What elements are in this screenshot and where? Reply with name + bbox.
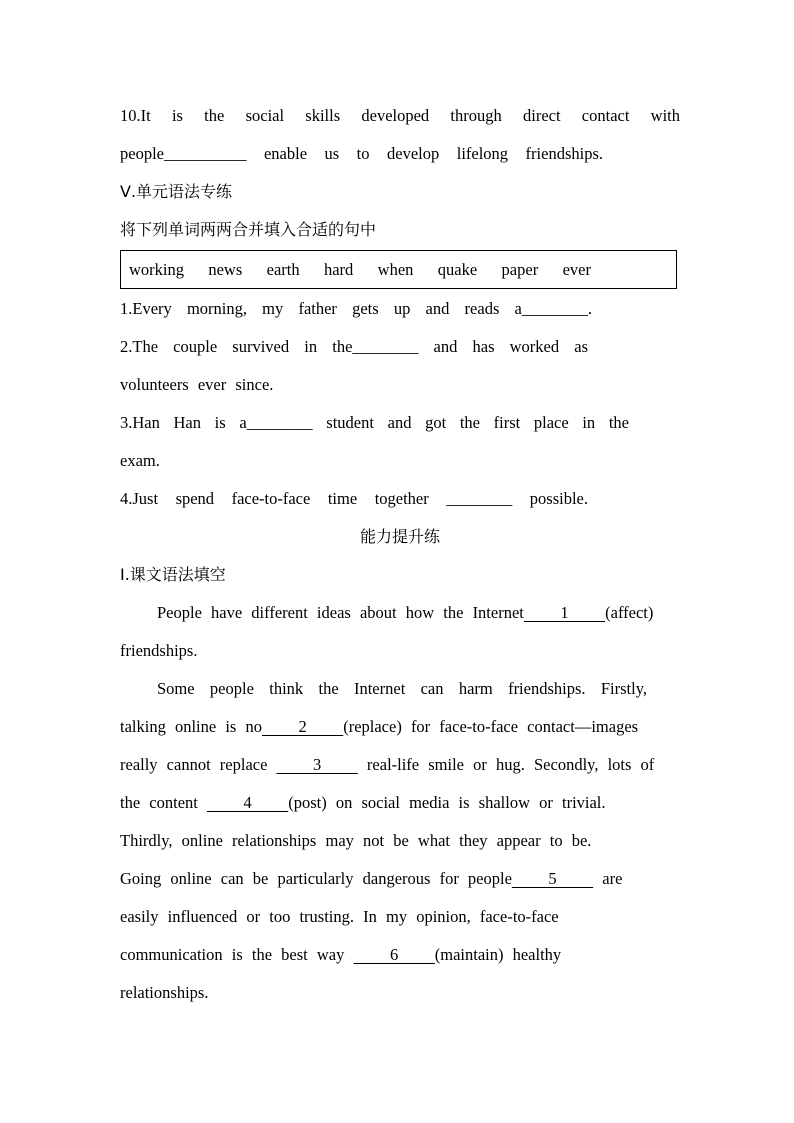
question-4-text: 4.Just spend face-to-face time together ________ possible. xyxy=(120,489,588,508)
blank-6: 6 xyxy=(353,945,435,964)
passage-line-2: friendships. xyxy=(120,641,198,660)
passage-line-9: easily influenced or too trusting. In my opinion, face-to-face xyxy=(120,907,559,926)
passage-text: real-life smile or hug. Secondly, lots of xyxy=(357,755,655,774)
blank-1: 1 xyxy=(523,603,606,622)
section-i-title: Ⅰ.课文语法填空 xyxy=(120,565,226,584)
passage-line-5 xyxy=(120,746,680,784)
blank-3: 3 xyxy=(276,755,358,774)
ability-section-title: 能力提升练 xyxy=(359,527,440,546)
word-bank-item: news xyxy=(208,259,243,279)
question-3-line-1 xyxy=(120,404,629,442)
question-2-text: 2.The couple survived in the________ and has worked as xyxy=(120,337,588,356)
passage-text: the content xyxy=(120,793,207,812)
passage-line-10 xyxy=(120,936,680,974)
question-4 xyxy=(120,480,588,518)
blank-2: 2 xyxy=(261,717,344,736)
q10-line-1: 10.It is the social skills developed through direct contact with xyxy=(120,106,680,125)
passage-text: (replace) for face-to-face contact—images xyxy=(343,717,639,736)
passage-text: talking online is no xyxy=(120,717,262,736)
question-2-line-1 xyxy=(120,328,588,366)
passage-text: Some people think the Internet can harm friendships. Firstly, xyxy=(157,679,647,698)
question-3-line-2: exam. xyxy=(120,451,160,470)
word-bank-item: quake xyxy=(437,259,478,279)
question-3-text: 3.Han Han is a________ student and got the first place in the xyxy=(120,413,629,432)
worksheet-page xyxy=(120,97,680,1012)
passage-text: really cannot replace xyxy=(120,755,277,774)
q10-line-2-text: people__________ enable us to develop lifelong friendships. xyxy=(120,144,603,163)
passage-text: Going online can be particularly dangerous for people xyxy=(120,869,512,888)
q10-line-2 xyxy=(120,135,603,173)
passage-line-6 xyxy=(120,784,680,822)
passage-text: (affect) xyxy=(605,603,654,622)
section-v-title: Ⅴ.单元语法专练 xyxy=(120,182,233,201)
passage-text: are xyxy=(593,869,623,888)
word-bank-item: when xyxy=(377,259,414,279)
word-bank-item: earth xyxy=(266,259,300,279)
passage-text: (maintain) healthy xyxy=(434,945,562,964)
passage-line-11: relationships. xyxy=(120,983,209,1002)
passage-text: communication is the best way xyxy=(120,945,354,964)
word-bank-box xyxy=(120,250,677,289)
question-1-text: 1.Every morning, my father gets up and reads a________. xyxy=(120,299,592,318)
word-bank-item: working xyxy=(129,259,184,279)
word-bank-item: paper xyxy=(501,259,539,279)
word-bank-item: hard xyxy=(323,259,354,279)
word-bank-item: ever xyxy=(562,259,591,279)
passage-line-4 xyxy=(120,708,680,746)
passage-line-8 xyxy=(120,860,680,898)
question-1 xyxy=(120,290,592,328)
passage-line-1 xyxy=(120,594,665,632)
passage-line-7: Thirdly, online relationships may not be what they appear to be. xyxy=(120,831,592,850)
passage-text: (post) on social media is shallow or trivial. xyxy=(288,793,606,812)
passage-text: People have different ideas about how the Internet xyxy=(157,603,524,622)
section-v-instruction: 将下列单词两两合并填入合适的句中 xyxy=(120,220,377,239)
question-2-line-2: volunteers ever since. xyxy=(120,375,274,394)
blank-5: 5 xyxy=(511,869,594,888)
blank-4: 4 xyxy=(206,793,289,812)
passage-line-3 xyxy=(120,670,647,708)
